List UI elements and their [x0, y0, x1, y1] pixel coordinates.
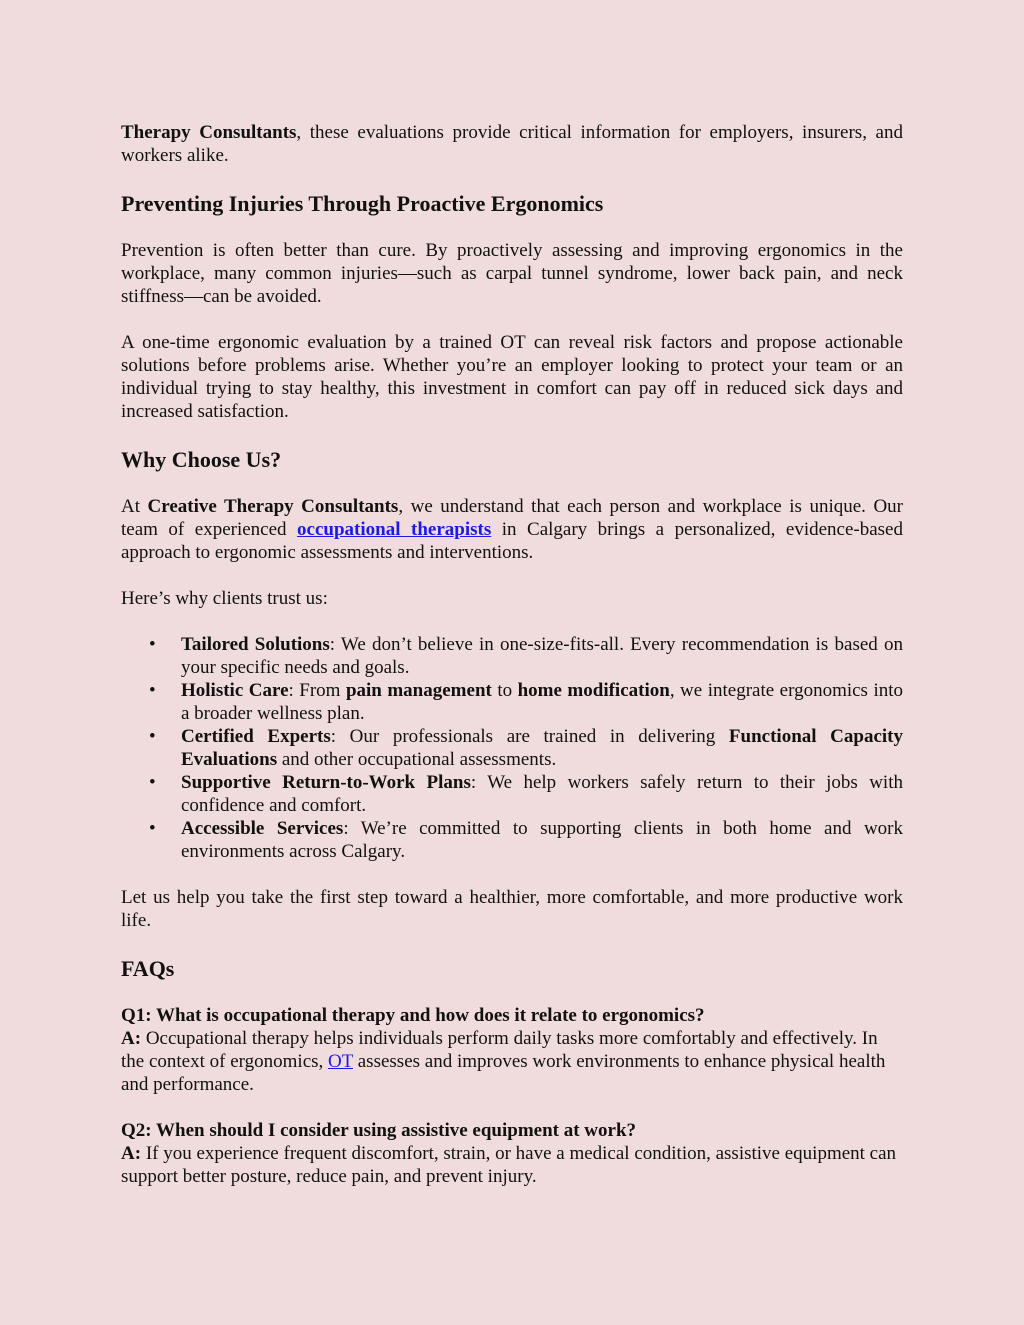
prevention-paragraph-1: Prevention is often better than cure. By proactively assessing and improving ergonomics in the workplace, many common injuries—such as carpal tunnel syndrome, lower back pain, and neck stiffness—can be avoided. — [121, 240, 903, 307]
list-item-text: : Our professionals are trained in delivering — [330, 726, 729, 747]
heading-preventing-injuries: Preventing Injuries Through Proactive Ergonomics — [121, 191, 604, 216]
list-item-text: : We’re committed to supporting clients in both home and work environments across Calgary. — [181, 818, 903, 862]
list-item-return-to-work — [121, 771, 903, 817]
ot-link[interactable]: OT — [328, 1051, 353, 1072]
why-company-name: Creative Therapy Consultants — [147, 496, 399, 517]
closing-paragraph: Let us help you take the first step toward a healthier, more comfortable, and more productive work life. — [121, 887, 903, 931]
faq-item-2 — [121, 1119, 903, 1188]
faq-question-2: Q2: When should I consider using assistive equipment at work? — [121, 1120, 637, 1141]
list-item-text: and other occupational assessments. — [277, 749, 557, 770]
bullet-icon: • — [149, 818, 156, 839]
bullet-icon: • — [149, 726, 156, 747]
list-item-accessible-services — [121, 817, 903, 863]
faq-item-1 — [121, 1004, 903, 1096]
list-item-title: Certified Experts — [181, 726, 331, 747]
list-item-title: Holistic Care — [181, 680, 289, 701]
occupational-therapists-link[interactable]: occupational therapists — [297, 519, 492, 540]
bullet-icon: • — [149, 772, 156, 793]
reasons-list — [121, 633, 903, 863]
why-prefix: At — [121, 496, 148, 517]
intro-company-name: Therapy Consultants — [121, 122, 297, 143]
faq-answer-1 — [121, 1027, 903, 1096]
why-paragraph-1 — [121, 495, 903, 564]
list-item-text: , we integrate ergonomics into a broader wellness plan. — [181, 680, 903, 724]
heading-why-choose-us: Why Choose Us? — [121, 447, 282, 472]
list-item-text: to — [491, 680, 518, 701]
list-item-text: : From — [288, 680, 346, 701]
why-suffix-text: in Calgary brings a personalized, evidence-based approach to ergonomic assessments and interventions. — [121, 519, 903, 563]
list-item-tailored-solutions — [121, 633, 903, 679]
intro-paragraph — [121, 121, 903, 167]
bullet-icon: • — [149, 634, 156, 655]
list-item-title: Accessible Services — [181, 818, 344, 839]
prevention-paragraph-2: A one-time ergonomic evaluation by a trained OT can reveal risk factors and propose actionable solutions before problems arise. Whether you’re an employer looking to protect your team or an individual trying to stay healthy, this investment in comfort can pay off in reduced sick days and increased satisfaction. — [121, 332, 903, 422]
answer-text: assesses and improves work environments to enhance physical health and performance. — [121, 1051, 886, 1095]
answer-label: A: — [121, 1028, 142, 1049]
list-item-title: Supportive Return-to-Work Plans — [181, 772, 471, 793]
answer-text: Occupational therapy helps individuals perform daily tasks more comfortably and effectively. In the context of ergonomics, — [121, 1028, 878, 1072]
answer-text: If you experience frequent discomfort, strain, or have a medical condition, assistive equipment can support better posture, reduce pain, and prevent injury. — [121, 1143, 897, 1187]
functional-capacity-term: Functional Capacity Evaluations — [181, 726, 903, 770]
home-modification-term: home modification — [517, 680, 670, 701]
list-item-text: : We help workers safely return to their jobs with confidence and comfort. — [181, 772, 903, 816]
answer-label: A: — [121, 1143, 142, 1164]
faq-question-1: Q1: What is occupational therapy and how does it relate to ergonomics? — [121, 1005, 705, 1026]
pain-management-term: pain management — [345, 680, 492, 701]
list-item-holistic-care — [121, 679, 903, 725]
list-item-text: : We don’t believe in one-size-fits-all. Every recommendation is based on your specific needs and goals. — [181, 634, 903, 678]
intro-text: , these evaluations provide critical information for employers, insurers, and workers alike. — [121, 122, 903, 166]
bullet-icon: • — [149, 680, 156, 701]
why-middle-text: , we understand that each person and workplace is unique. Our team of experienced — [121, 496, 903, 540]
why-paragraph-2: Here’s why clients trust us: — [121, 588, 328, 609]
faq-answer-2 — [121, 1142, 903, 1188]
list-item-certified-experts — [121, 725, 903, 771]
heading-faqs: FAQs — [121, 956, 175, 981]
list-item-title: Tailored Solutions — [181, 634, 330, 655]
